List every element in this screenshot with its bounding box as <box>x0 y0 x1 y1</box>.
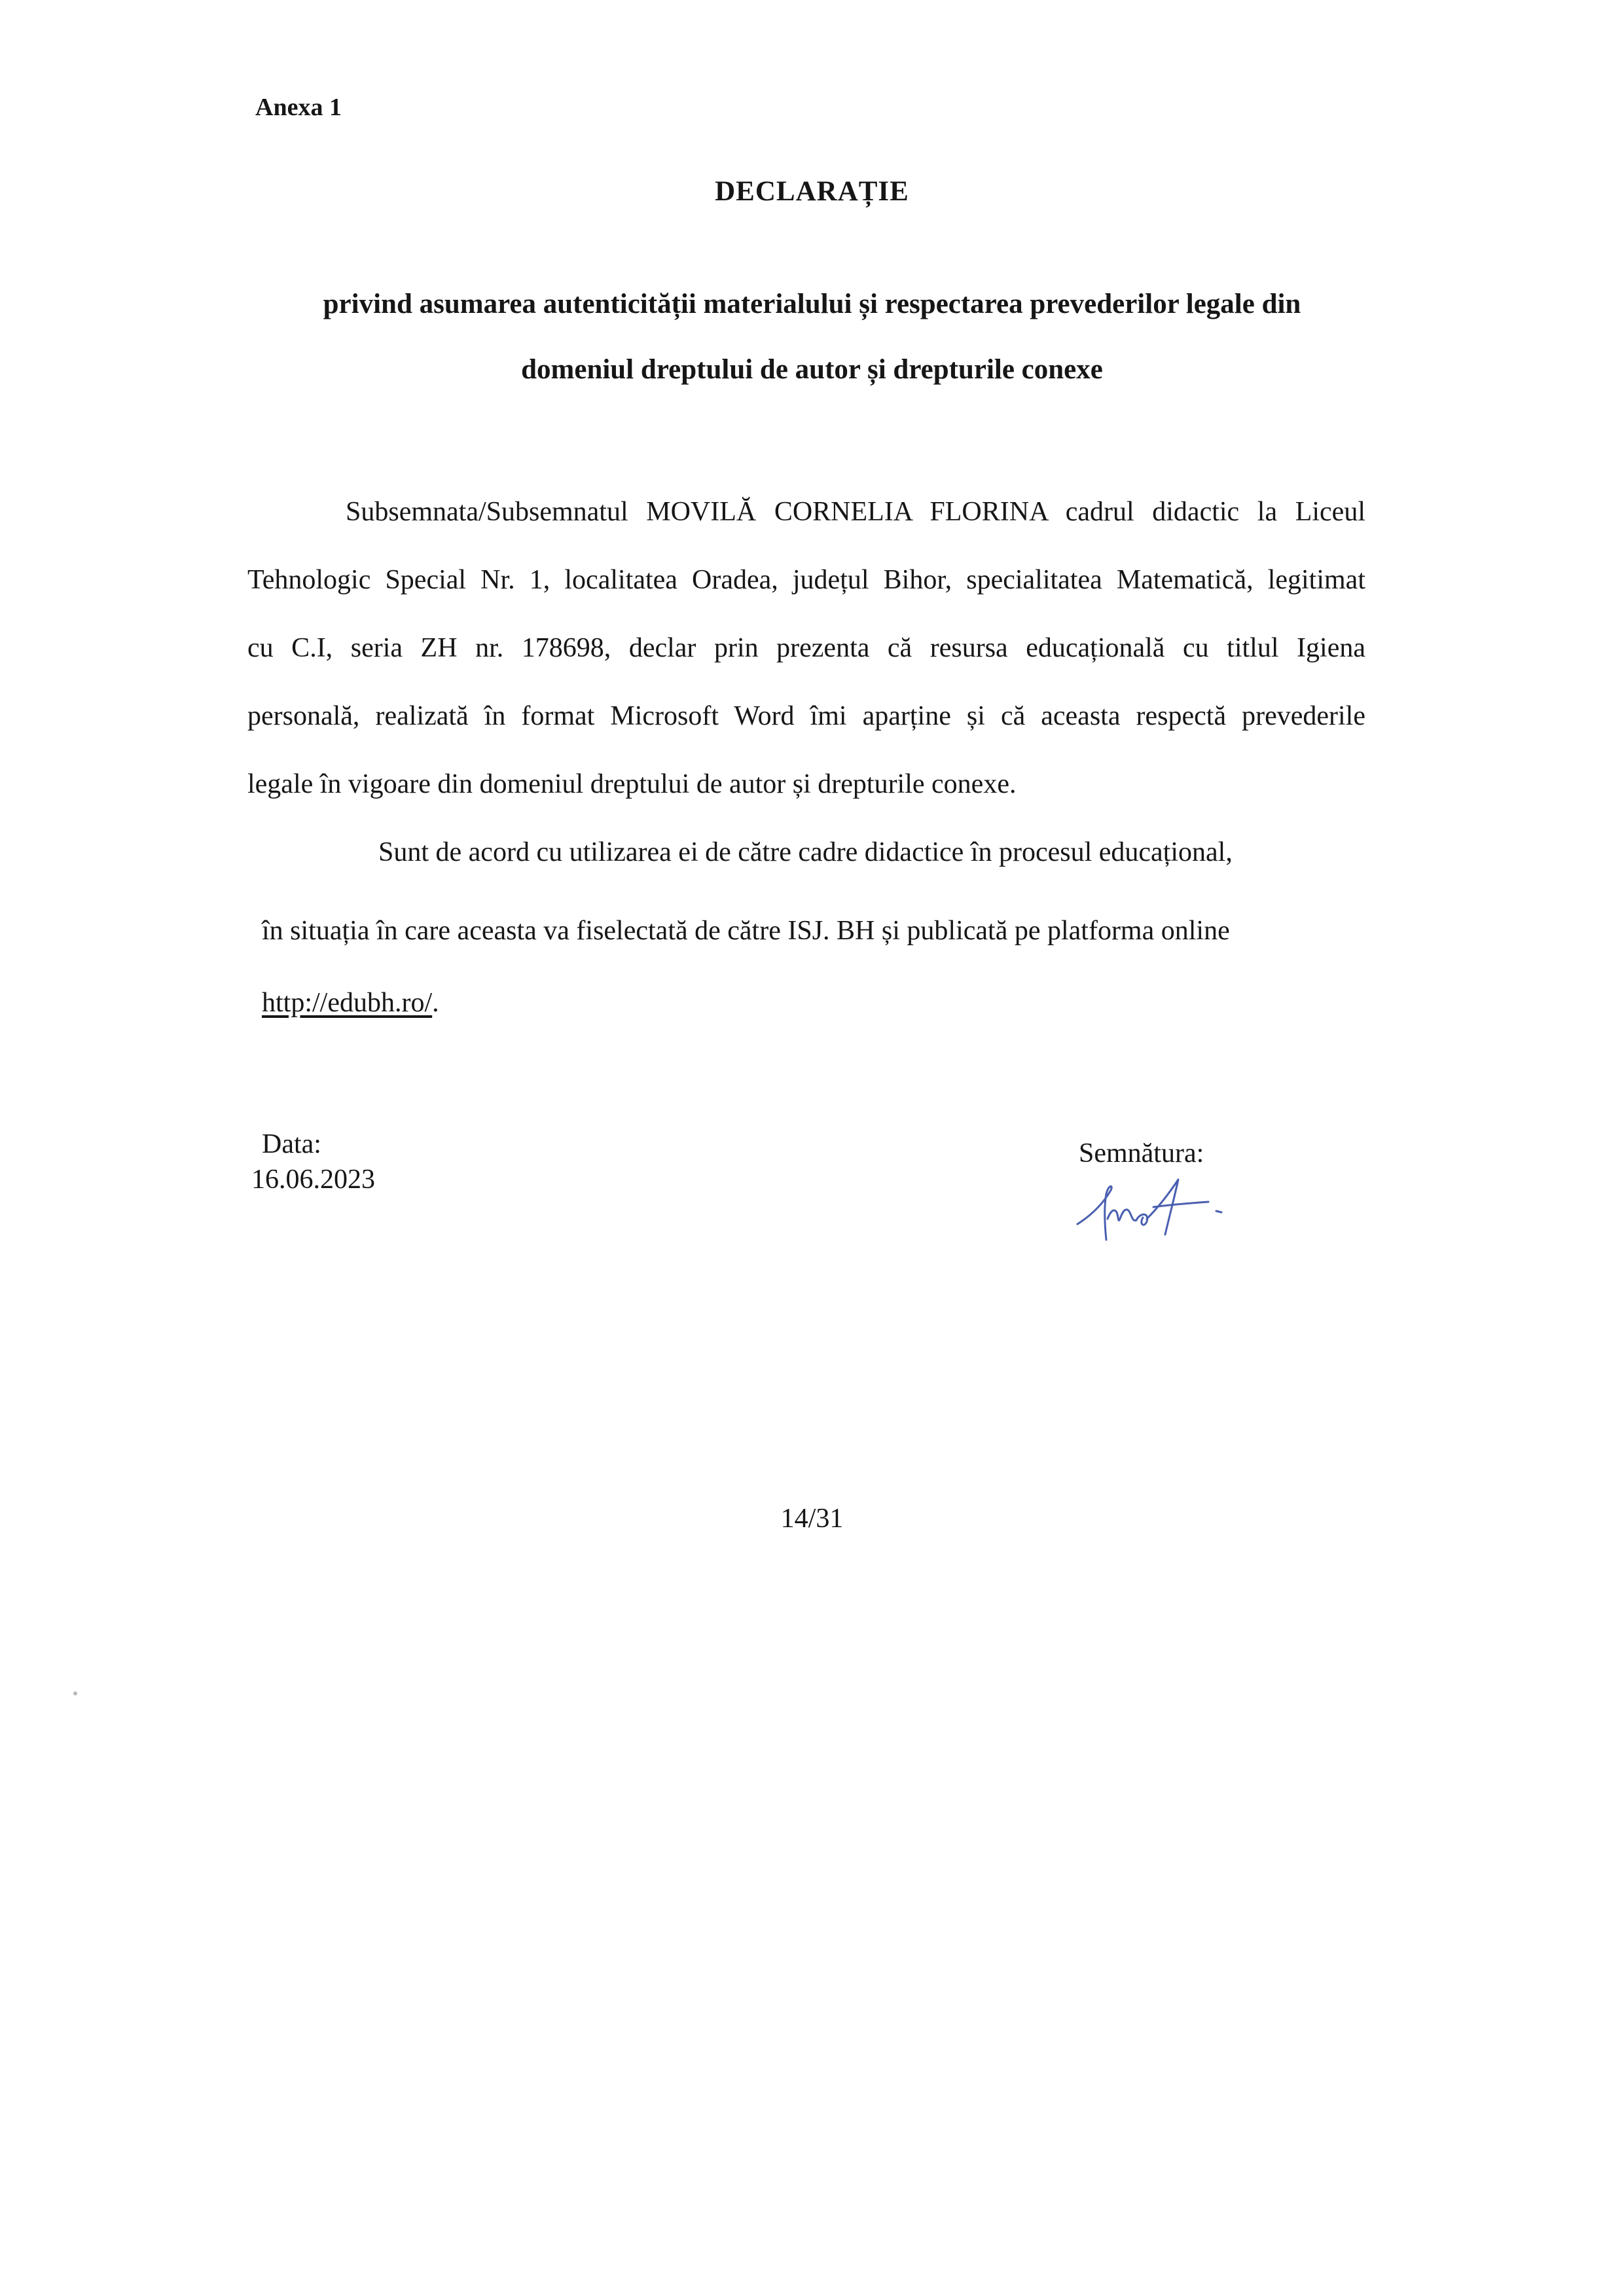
body-line-1: Subsemnata/Subsemnatul MOVILĂ CORNELIA FLORINA cadrul didactic la Liceul <box>346 497 1365 527</box>
body-line-5: legale în vigoare din domeniul dreptului de autor și drepturile conexe. <box>247 769 1017 799</box>
body-line-3: cu C.I, seria ZH nr. 178698, declar prin prezenta că resursa educațională cu titlul Igiena <box>247 633 1365 663</box>
date-value: 16.06.2023 <box>251 1165 375 1195</box>
platform-link[interactable]: http://edubh.ro/ <box>262 988 433 1018</box>
body-line-8 <box>262 987 439 1019</box>
document-subtitle-line-2: domeniul dreptului de autor și drepturile conexe <box>521 354 1103 385</box>
body-line-2: Tehnologic Special Nr. 1, localitatea Oradea, județul Bihor, specialitatea Matematică, legitimat <box>247 565 1365 595</box>
body-line-7: în situația în care aceasta va fiselectată de către ISJ. BH și publicată pe platforma online <box>262 916 1230 946</box>
handwritten-signature <box>1074 1172 1231 1250</box>
signature-label: Semnătura: <box>1079 1138 1204 1168</box>
page-number: 14/31 <box>780 1504 844 1534</box>
date-label: Data: <box>262 1129 321 1159</box>
body-line-4: personală, realizată în format Microsoft Word îmi aparține și că aceasta respectă prevederile <box>247 701 1365 731</box>
link-suffix: . <box>432 988 439 1018</box>
document-subtitle-line-1: privind asumarea autenticității materialului și respectarea prevederilor legale din <box>323 289 1301 319</box>
scan-speck <box>73 1691 77 1695</box>
body-line-6: Sunt de acord cu utilizarea ei de către cadre didactice în procesul educațional, <box>378 837 1233 867</box>
annex-label: Anexa 1 <box>255 94 342 121</box>
document-title: DECLARAȚIE <box>715 176 909 207</box>
